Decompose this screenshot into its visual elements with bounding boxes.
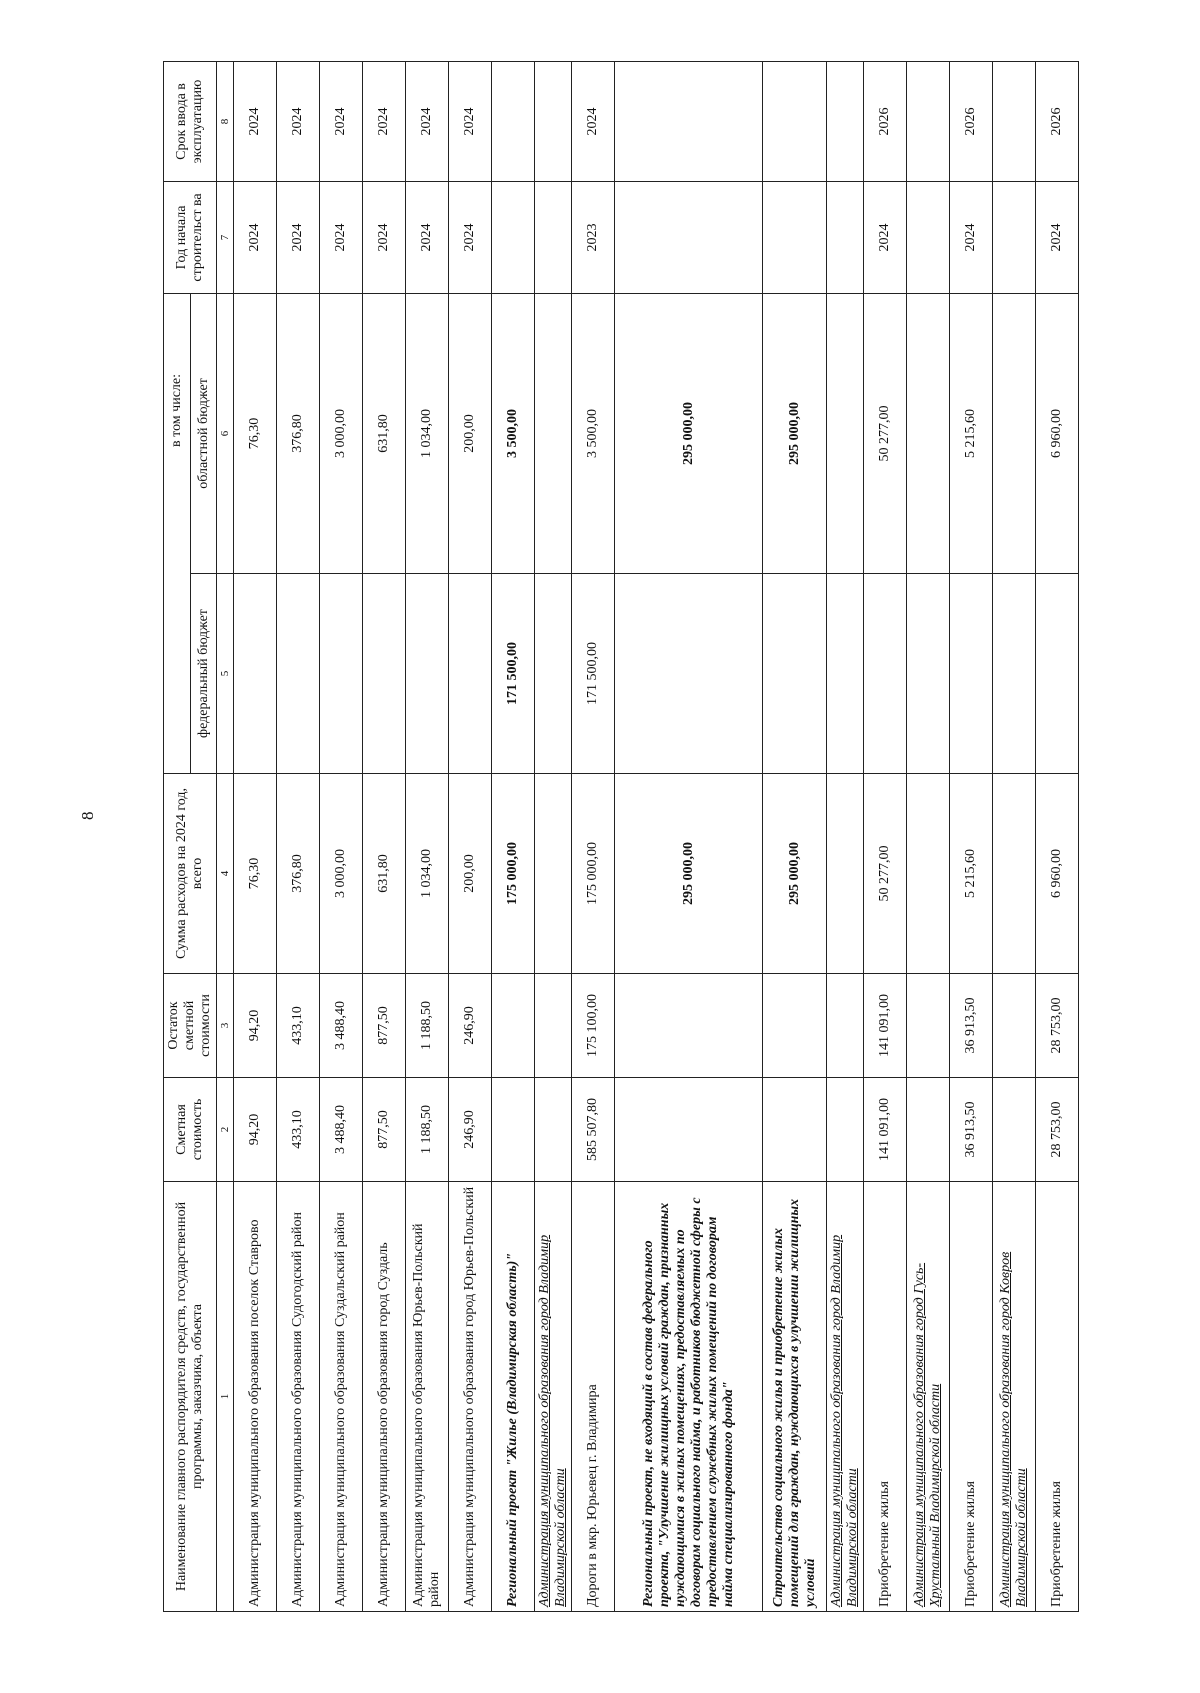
cell-c7 <box>993 181 1036 293</box>
cell-c3: 246,90 <box>449 974 492 1078</box>
cell-c3 <box>763 974 827 1078</box>
cell-c2: 433,10 <box>277 1078 320 1182</box>
cell-c5 <box>406 574 449 774</box>
cell-c8: 2024 <box>572 61 615 181</box>
row-name: Приобретение жилья <box>864 1182 907 1612</box>
row-name: Дороги в мкр. Юрьевец г. Владимира <box>572 1182 615 1612</box>
row-name: Администрация муниципального образования Суздальский район <box>320 1182 363 1612</box>
row-name: Администрация муниципального образования город Владимир Владимирской области <box>827 1182 864 1612</box>
index-cell: 2 <box>217 1078 234 1182</box>
cell-c7 <box>763 181 827 293</box>
cell-c7: 2024 <box>406 181 449 293</box>
cell-c6: 1 034,00 <box>406 293 449 573</box>
header-row <box>164 61 191 1611</box>
table-row <box>363 61 406 1611</box>
cell-c6: 295 000,00 <box>763 293 827 573</box>
cell-c5 <box>234 574 277 774</box>
table-row <box>1036 61 1079 1611</box>
table-row <box>615 61 763 1611</box>
cell-c6: 200,00 <box>449 293 492 573</box>
table-row <box>277 61 320 1611</box>
header-including: в том числе: <box>164 293 191 773</box>
cell-c5 <box>864 574 907 774</box>
cell-c8 <box>993 61 1036 181</box>
cell-c8: 2024 <box>277 61 320 181</box>
cell-c5: 171 500,00 <box>492 574 535 774</box>
cell-c7: 2024 <box>950 181 993 293</box>
budget-table <box>163 61 1079 1612</box>
cell-c5 <box>950 574 993 774</box>
cell-c2 <box>615 1078 763 1182</box>
cell-c7 <box>492 181 535 293</box>
cell-c4: 76,30 <box>234 774 277 974</box>
cell-c6 <box>535 293 572 573</box>
cell-c2: 585 507,80 <box>572 1078 615 1182</box>
rotated-table-wrapper <box>163 62 1072 1612</box>
cell-c3: 94,20 <box>234 974 277 1078</box>
row-name: Региональный проект "Жилье (Владимирская область)" <box>492 1182 535 1612</box>
index-cell: 3 <box>217 974 234 1078</box>
cell-c2: 3 488,40 <box>320 1078 363 1182</box>
cell-c4: 50 277,00 <box>864 774 907 974</box>
cell-c8 <box>827 61 864 181</box>
cell-c4 <box>535 774 572 974</box>
table-row <box>572 61 615 1611</box>
cell-c8 <box>535 61 572 181</box>
cell-c4: 175 000,00 <box>492 774 535 974</box>
cell-c8 <box>763 61 827 181</box>
header-start-year: Год начала строительст ва <box>164 181 217 293</box>
row-name: Региональный проект, не входящий в состав федерального проекта, "Улучшение жилищных условий граждан, признанных нуждающимися в жилых помещениях, предоставляемых по договорам социального найма, и работников бюджетной сферы с предоставлением служебных жилых помещений по договорам найма специализированного фонда" <box>615 1182 763 1612</box>
table-row <box>907 61 950 1611</box>
row-name: Администрация муниципального образования Судогодский район <box>277 1182 320 1612</box>
cell-c3: 433,10 <box>277 974 320 1078</box>
cell-c5 <box>827 574 864 774</box>
row-name: Администрация муниципального образования город Ковров Владимирской области <box>993 1182 1036 1612</box>
cell-c6: 5 215,60 <box>950 293 993 573</box>
row-name: Приобретение жилья <box>950 1182 993 1612</box>
row-name: Администрация муниципального образования город Владимир Владимирской области <box>535 1182 572 1612</box>
cell-c4: 376,80 <box>277 774 320 974</box>
page-number: 8 <box>78 811 97 820</box>
table-row <box>950 61 993 1611</box>
header-name: Наименование главного распорядителя средств, государственной программы, заказчика, объекта <box>164 1182 217 1612</box>
cell-c3: 36 913,50 <box>950 974 993 1078</box>
cell-c3 <box>535 974 572 1078</box>
cell-c5 <box>320 574 363 774</box>
table-body <box>234 61 1079 1611</box>
cell-c2 <box>763 1078 827 1182</box>
cell-c2: 1 188,50 <box>406 1078 449 1182</box>
cell-c5 <box>993 574 1036 774</box>
header-total-2024: Сумма расходов на 2024 год, всего <box>164 774 217 974</box>
table-row <box>535 61 572 1611</box>
index-row <box>217 61 234 1611</box>
cell-c7: 2024 <box>449 181 492 293</box>
cell-c4 <box>907 774 950 974</box>
cell-c6: 631,80 <box>363 293 406 573</box>
cell-c7 <box>535 181 572 293</box>
cell-c6: 3 500,00 <box>572 293 615 573</box>
cell-c4: 3 000,00 <box>320 774 363 974</box>
cell-c3 <box>492 974 535 1078</box>
cell-c2: 28 753,00 <box>1036 1078 1079 1182</box>
cell-c7: 2024 <box>320 181 363 293</box>
cell-c3: 175 100,00 <box>572 974 615 1078</box>
cell-c5 <box>363 574 406 774</box>
table-row <box>406 61 449 1611</box>
cell-c7: 2024 <box>864 181 907 293</box>
cell-c7 <box>827 181 864 293</box>
cell-c3: 141 091,00 <box>864 974 907 1078</box>
cell-c4: 5 215,60 <box>950 774 993 974</box>
cell-c3: 28 753,00 <box>1036 974 1079 1078</box>
index-cell: 8 <box>217 61 234 181</box>
header-regional: областной бюджет <box>191 293 217 573</box>
index-cell: 7 <box>217 181 234 293</box>
cell-c4: 295 000,00 <box>763 774 827 974</box>
cell-c8 <box>615 61 763 181</box>
cell-c7 <box>907 181 950 293</box>
cell-c2 <box>492 1078 535 1182</box>
cell-c5 <box>907 574 950 774</box>
cell-c7: 2024 <box>363 181 406 293</box>
cell-c4: 200,00 <box>449 774 492 974</box>
cell-c2: 94,20 <box>234 1078 277 1182</box>
index-cell: 4 <box>217 774 234 974</box>
cell-c4: 175 000,00 <box>572 774 615 974</box>
cell-c8: 2026 <box>864 61 907 181</box>
cell-c8: 2026 <box>1036 61 1079 181</box>
cell-c4 <box>827 774 864 974</box>
cell-c5 <box>277 574 320 774</box>
cell-c6: 6 960,00 <box>1036 293 1079 573</box>
cell-c5 <box>535 574 572 774</box>
index-cell: 1 <box>217 1182 234 1612</box>
cell-c5: 171 500,00 <box>572 574 615 774</box>
cell-c2: 141 091,00 <box>864 1078 907 1182</box>
cell-c6: 76,30 <box>234 293 277 573</box>
table-row <box>827 61 864 1611</box>
table-row <box>492 61 535 1611</box>
cell-c8: 2024 <box>449 61 492 181</box>
table-row <box>234 61 277 1611</box>
cell-c8: 2026 <box>950 61 993 181</box>
header-federal: федеральный бюджет <box>191 574 217 774</box>
cell-c8: 2024 <box>234 61 277 181</box>
cell-c7: 2024 <box>234 181 277 293</box>
cell-c5 <box>763 574 827 774</box>
cell-c8 <box>492 61 535 181</box>
cell-c2 <box>993 1078 1036 1182</box>
cell-c2: 36 913,50 <box>950 1078 993 1182</box>
cell-c6 <box>827 293 864 573</box>
cell-c2 <box>535 1078 572 1182</box>
cell-c3: 1 188,50 <box>406 974 449 1078</box>
header-estimate: Сметная стоимость <box>164 1078 217 1182</box>
cell-c3 <box>907 974 950 1078</box>
cell-c5 <box>1036 574 1079 774</box>
cell-c3 <box>827 974 864 1078</box>
cell-c4: 295 000,00 <box>615 774 763 974</box>
cell-c6: 3 500,00 <box>492 293 535 573</box>
index-cell: 6 <box>217 293 234 573</box>
cell-c7 <box>615 181 763 293</box>
cell-c7: 2024 <box>1036 181 1079 293</box>
cell-c3 <box>615 974 763 1078</box>
cell-c4: 1 034,00 <box>406 774 449 974</box>
cell-c5 <box>615 574 763 774</box>
row-name: Приобретение жилья <box>1036 1182 1079 1612</box>
table-row <box>763 61 827 1611</box>
table-row <box>320 61 363 1611</box>
cell-c5 <box>449 574 492 774</box>
cell-c8: 2024 <box>320 61 363 181</box>
cell-c6: 295 000,00 <box>615 293 763 573</box>
row-name: Администрация муниципального образования город Юрьев-Польский <box>449 1182 492 1612</box>
row-name: Администрация муниципального образования поселок Ставрово <box>234 1182 277 1612</box>
cell-c3 <box>993 974 1036 1078</box>
cell-c7: 2023 <box>572 181 615 293</box>
cell-c2 <box>827 1078 864 1182</box>
row-name: Администрация муниципального образования город Суздаль <box>363 1182 406 1612</box>
cell-c8: 2024 <box>406 61 449 181</box>
cell-c2 <box>907 1078 950 1182</box>
row-name: Администрация муниципального образования город Гусь-Хрустальный Владимирской области <box>907 1182 950 1612</box>
cell-c2: 877,50 <box>363 1078 406 1182</box>
cell-c2: 246,90 <box>449 1078 492 1182</box>
table-row <box>449 61 492 1611</box>
header-remaining: Остаток сметной стоимости <box>164 974 217 1078</box>
cell-c6 <box>907 293 950 573</box>
cell-c4 <box>993 774 1036 974</box>
index-cell: 5 <box>217 574 234 774</box>
cell-c6: 50 277,00 <box>864 293 907 573</box>
cell-c6 <box>993 293 1036 573</box>
cell-c4: 631,80 <box>363 774 406 974</box>
cell-c6: 376,80 <box>277 293 320 573</box>
table-row <box>864 61 907 1611</box>
cell-c8: 2024 <box>363 61 406 181</box>
cell-c6: 3 000,00 <box>320 293 363 573</box>
header-commission-date: Срок ввода в эксплуатацию <box>164 61 217 181</box>
cell-c3: 3 488,40 <box>320 974 363 1078</box>
cell-c4: 6 960,00 <box>1036 774 1079 974</box>
row-name: Строительство социального жилья и приобретение жилых помещений для граждан, нуждающихся в улучшении жилищных условий <box>763 1182 827 1612</box>
row-name: Администрация муниципального образования Юрьев-Польский район <box>406 1182 449 1612</box>
cell-c7: 2024 <box>277 181 320 293</box>
table-row <box>993 61 1036 1611</box>
cell-c8 <box>907 61 950 181</box>
cell-c3: 877,50 <box>363 974 406 1078</box>
